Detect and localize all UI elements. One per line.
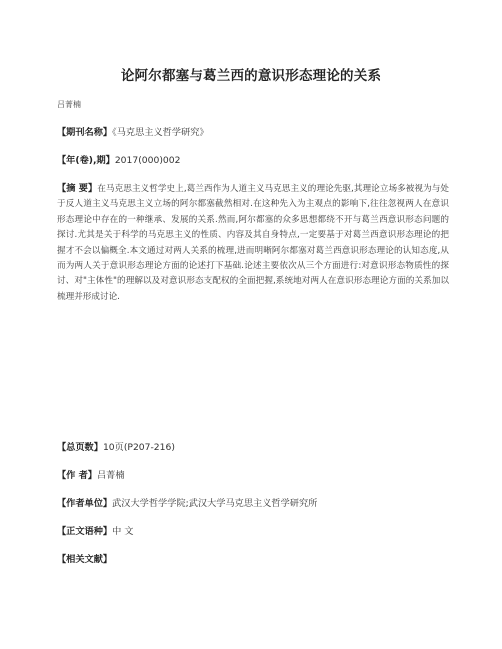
- affiliation-field: [57, 496, 450, 511]
- journal-value: 《马克思主义哲学研究》: [112, 127, 209, 138]
- journal-label: 【期刊名称】: [57, 127, 113, 138]
- year-issue-label: 【年(卷),期】: [57, 155, 115, 166]
- language-value: 中 文: [112, 526, 134, 537]
- year-issue-field: [57, 153, 450, 168]
- pages-field: [57, 440, 450, 455]
- author-value: 吕菁楠: [96, 470, 125, 481]
- language-field: [57, 524, 450, 539]
- pages-label: 【总页数】: [57, 442, 103, 453]
- language-label: 【正文语种】: [57, 526, 113, 537]
- abstract-label: 【摘 要】: [57, 183, 98, 194]
- year-issue-value: 2017(000)002: [114, 155, 181, 166]
- document-title: 论阿尔都塞与葛兰西的意识形态理论的关系: [120, 68, 382, 84]
- journal-field: [57, 125, 450, 140]
- abstract-text: 在马克思主义哲学史上,葛兰西作为人道主义马克思主义的理论先驱,其理论立场多被视为与处于反人道主义马克思主义立场的阿尔都塞截然相对.在这种先入为主观点的影响下,往往忽视两人在意识形态理论中存在的一种继承、发展的关系.然而,阿尔都塞的众多思想都绕不开与葛兰西意识形态问题的探讨.尤其是关于科学的马克思主义的性质、内容及其自身特点,一定要基于对葛兰西意识形态理论的把握才不会以偏概全.本文通过对两人关系的梳理,进而明晰阿尔都塞对葛兰西意识形态理论的认知态度,从而为两人关于意识形态理论方面的论述打下基础.论述主要依次从三个方面进行:对意识形态物质性的探讨、对"主体性"的理解以及对意识形态支配权的全面把握,系统地对两人在意识形态理论方面的关系加以梳理并形成讨论.: [57, 184, 450, 302]
- abstract-block: [57, 181, 449, 305]
- affiliation-label: 【作者单位】: [57, 498, 113, 509]
- related-label: 【相关文献】: [57, 554, 113, 565]
- affiliation-value: 武汉大学哲学学院;武汉大学马克思主义哲学研究所: [112, 498, 318, 509]
- author-label: 【作 者】: [57, 470, 97, 481]
- author-field: [57, 468, 450, 483]
- pages-value: 10页(P207-216): [102, 442, 175, 453]
- author-byline: 吕菁楠: [57, 100, 81, 109]
- related-field: [57, 552, 450, 567]
